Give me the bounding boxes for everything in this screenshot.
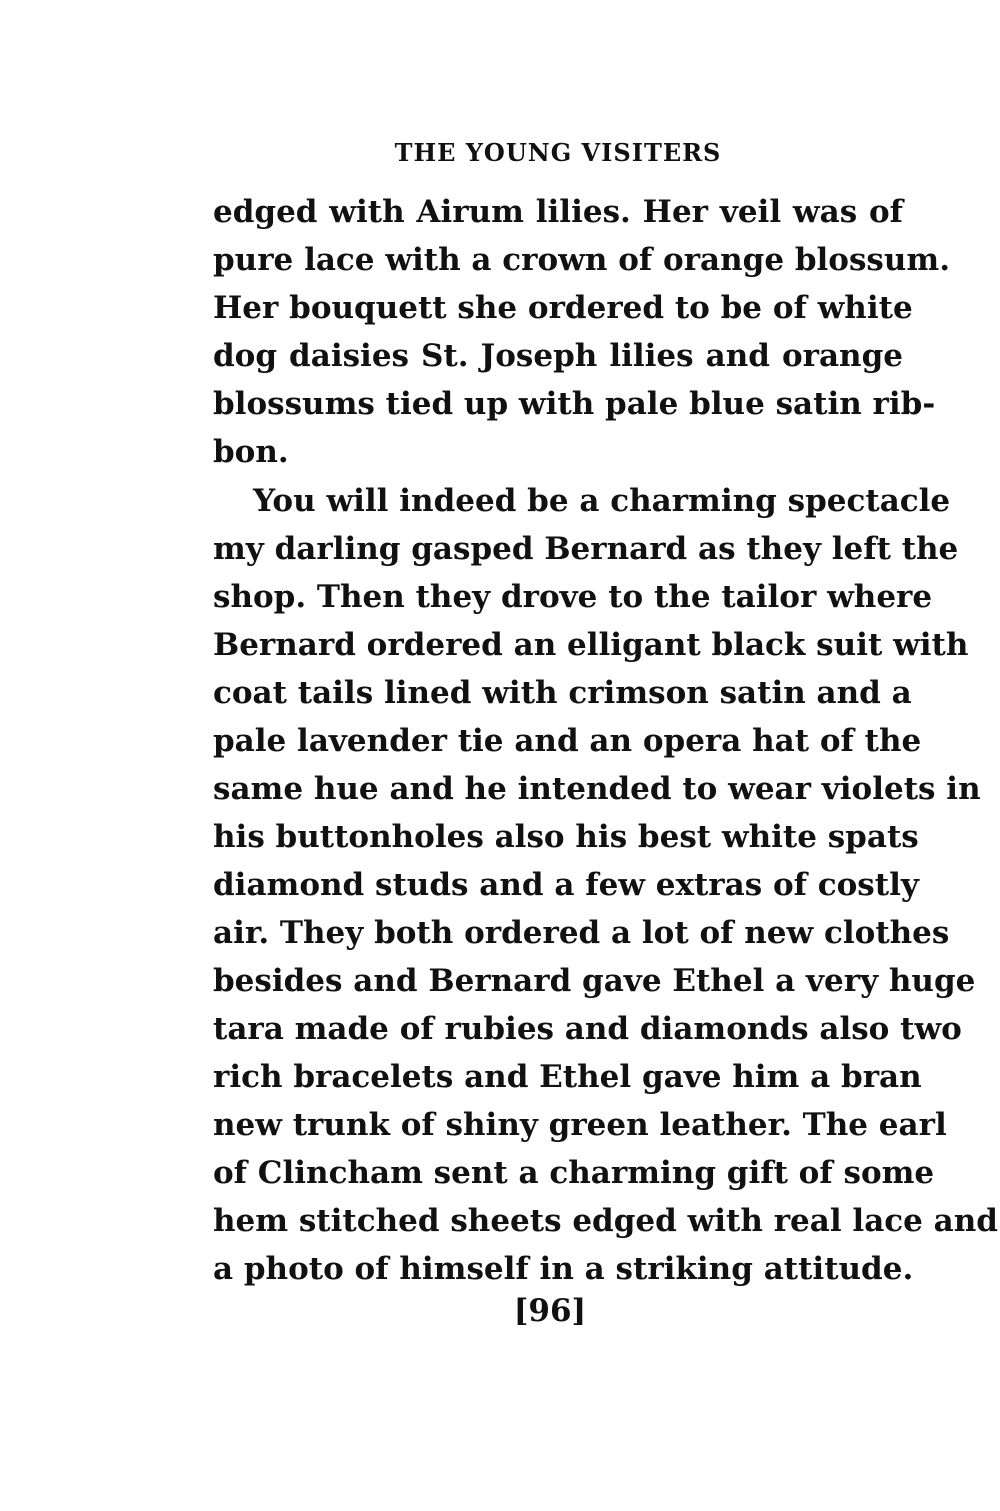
text-line: same hue and he intended to wear violets in: [213, 771, 981, 807]
text-line: diamond studs and a few extras of costly: [213, 867, 919, 903]
text-line: dog daisies St. Joseph lilies and orange: [213, 338, 903, 374]
text-line: besides and Bernard gave Ethel a very huge: [213, 963, 976, 999]
text-line: new trunk of shiny green leather. The earl: [213, 1107, 947, 1143]
text-line: coat tails lined with crimson satin and a: [213, 675, 912, 711]
text-line: air. They both ordered a lot of new clothes: [213, 915, 950, 951]
text-line: edged with Airum lilies. Her veil was of: [213, 194, 903, 230]
text-line: a photo of himself in a striking attitude.: [213, 1251, 914, 1287]
text-line: of Clincham sent a charming gift of some: [213, 1155, 935, 1191]
text-line: his buttonholes also his best white spats: [213, 819, 919, 855]
paragraph-1: [213, 188, 951, 476]
text-line: Her bouquett she ordered to be of white: [213, 290, 913, 326]
text-line: pale lavender tie and an opera hat of the: [213, 723, 922, 759]
paragraph-2: [213, 477, 998, 1293]
text-line: blossums tied up with pale blue satin rib-: [213, 386, 936, 422]
running-head: THE YOUNG VISITERS: [394, 138, 722, 167]
text-line: hem stitched sheets edged with real lace and: [213, 1203, 998, 1239]
text-line: rich bracelets and Ethel gave him a bran: [213, 1059, 922, 1095]
text-line: pure lace with a crown of orange blossum.: [213, 242, 951, 278]
page-number: [96]: [513, 1293, 587, 1329]
text-line: You will indeed be a charming spectacle: [253, 483, 951, 519]
text-line: shop. Then they drove to the tailor where: [213, 579, 933, 615]
text-line: Bernard ordered an elligant black suit with: [213, 627, 969, 663]
text-line: my darling gasped Bernard as they left the: [213, 531, 959, 567]
text-line: bon.: [213, 434, 289, 470]
text-line: tara made of rubies and diamonds also two: [213, 1011, 962, 1047]
